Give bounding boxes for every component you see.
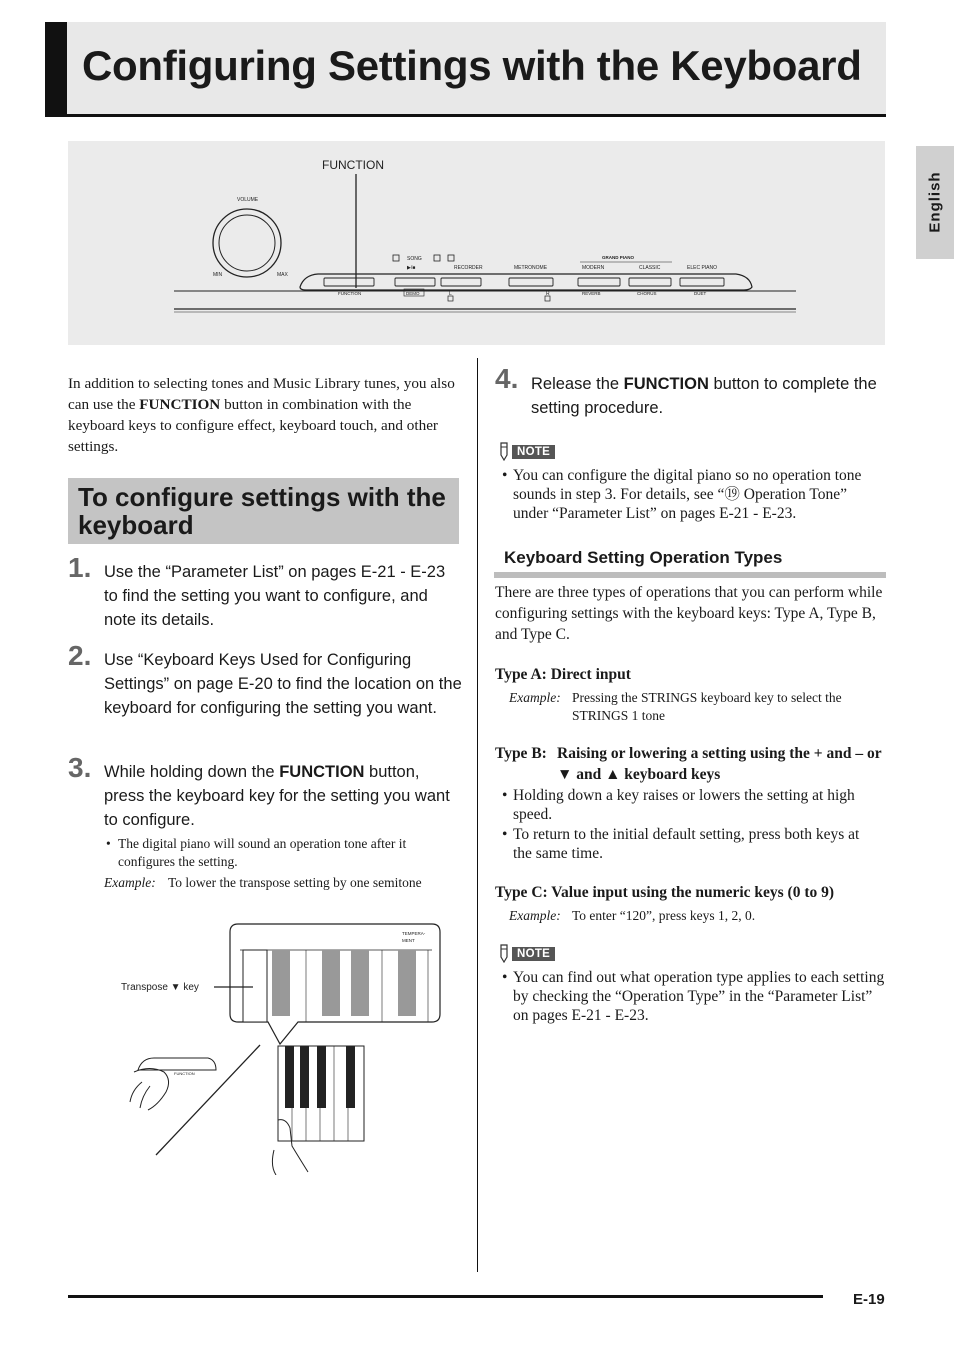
page-title: Configuring Settings with the Keyboard xyxy=(82,42,862,89)
title-accent-bar xyxy=(45,22,67,117)
r-label: R xyxy=(546,291,550,297)
control-panel-illustration xyxy=(68,141,885,345)
type-a-example-text: Pressing the STRINGS keyboard key to select the STRINGS 1 tone xyxy=(572,690,842,723)
volume-knob-inner xyxy=(219,215,275,271)
types-intro: There are three types of operations that you can perform while configuring settings with the keyboard keys: Type A, Type B, and Type C. xyxy=(495,584,883,643)
transpose-key-figure xyxy=(120,920,450,1175)
note-1-badge xyxy=(496,441,550,461)
intro-function-term: FUNCTION xyxy=(139,396,221,413)
note-2-label: NOTE xyxy=(512,947,555,961)
recorder-label: RECORDER xyxy=(454,265,483,271)
step-3-bullet: The digital piano will sound an operation tone after it configures the setting. xyxy=(118,836,407,869)
note-2-text: You can find out what operation type applies to each setting by checking the “Operation Type” in the “Parameter List” on pages E-21 - E-23. xyxy=(513,969,885,1024)
elec-piano-label: ELEC PIANO xyxy=(687,265,718,271)
grand-piano-label: GRAND PIANO xyxy=(602,255,635,260)
transpose-key-drawing xyxy=(120,920,450,1175)
classic-button xyxy=(629,278,671,286)
function-button xyxy=(324,278,374,286)
play-button xyxy=(395,278,435,286)
step-4-number: 4. xyxy=(495,363,519,394)
volume-min-label: MIN xyxy=(213,272,223,278)
reverb-label: REVERB xyxy=(582,291,601,296)
step-3-text-after: button, press the keyboard key for the setting you want to configure. xyxy=(104,763,450,829)
led-play xyxy=(434,255,440,261)
pencil-icon xyxy=(496,441,512,461)
type-c-example-text: To enter “120”, press keys 1, 2, 0. xyxy=(572,908,756,923)
step-4-text-before: Release the xyxy=(531,375,624,393)
classic-label: CLASSIC xyxy=(639,265,661,271)
recorder-button xyxy=(441,278,481,286)
volume-knob-outer xyxy=(213,209,281,277)
step-2-text: Use “Keyboard Keys Used for Configuring Settings” on page E-20 to find the location on the keyboard for configuring the setting you want. xyxy=(104,651,462,717)
step-2-number: 2. xyxy=(68,640,92,671)
type-b-bullet-2: To return to the initial default setting, press both keys at the same time. xyxy=(513,826,860,862)
step-3-bullet-dot: • xyxy=(106,836,111,851)
intro-paragraph xyxy=(68,373,460,457)
song-label: SONG xyxy=(407,256,422,262)
demo-label: DEMO xyxy=(406,291,420,296)
duet-label: DUET xyxy=(694,291,707,296)
figure-function-label: FUNCTION xyxy=(174,1071,195,1076)
step-3-text-before: While holding down the xyxy=(104,763,280,781)
note-1-label: NOTE xyxy=(512,445,555,459)
chorus-label: CHORUS xyxy=(637,291,657,296)
function-callout-label: FUNCTION xyxy=(322,158,384,172)
step-4-function-term: FUNCTION xyxy=(623,375,709,393)
subsection-title: Keyboard Setting Operation Types xyxy=(504,548,783,567)
type-b-bullet-1: Holding down a key raises or lowers the setting at high speed. xyxy=(513,787,855,823)
step-1-number: 1. xyxy=(68,552,92,583)
note-1-bullet-dot: • xyxy=(502,467,508,484)
transpose-key-label: Transpose ▼ key xyxy=(121,982,199,993)
zoom-black-key xyxy=(272,950,290,1016)
step-4-text-after: button to complete the setting procedure. xyxy=(531,375,877,417)
zoom-black-key xyxy=(351,950,369,1016)
step-3-text xyxy=(104,760,462,832)
l-label: L xyxy=(449,291,452,297)
volume-max-label: MAX xyxy=(277,272,288,278)
ment-label: MENT xyxy=(402,938,415,943)
metronome-label: METRONOME xyxy=(514,265,548,271)
step-3-example-label: Example: xyxy=(104,875,156,890)
type-b-bullet-1-dot: • xyxy=(502,787,508,804)
zoom-black-key xyxy=(398,950,416,1016)
zoom-black-key xyxy=(322,950,340,1016)
note-1-text: You can configure the digital piano so no operation tone sounds in step 3. For details, see “⑲ Operation Tone” under “Parameter List” on pages E-21 - E-23. xyxy=(513,467,862,522)
section-title: To configure settings with the keyboard xyxy=(78,482,446,540)
step-3-number: 3. xyxy=(68,752,92,783)
pencil-icon xyxy=(496,943,512,963)
step-1-text: Use the “Parameter List” on pages E-21 - E-23 to find the setting you want to configure, and note its details. xyxy=(104,563,446,629)
type-c-example-label: Example: xyxy=(509,908,561,923)
button-strip xyxy=(300,274,752,290)
elec-piano-button xyxy=(680,278,724,286)
type-b-bullet-2-dot: • xyxy=(502,826,508,843)
column-divider xyxy=(477,358,478,1272)
type-c-heading: Type C: Value input using the numeric keys (0 to 9) xyxy=(495,884,835,901)
step-3-function-term: FUNCTION xyxy=(279,763,365,781)
type-b-heading-text: Raising or lowering a setting using the + and – or ▼ and ▲ keyboard keys xyxy=(557,745,882,783)
volume-label: VOLUME xyxy=(237,197,259,203)
step-4-text xyxy=(531,372,883,420)
led-song xyxy=(393,255,399,261)
led-recorder xyxy=(448,255,454,261)
type-a-heading: Type A: Direct input xyxy=(495,666,631,683)
footer-rule xyxy=(68,1295,823,1298)
tempera-label: TEMPERA- xyxy=(402,931,426,936)
modern-button xyxy=(578,278,620,286)
language-tab-label: English xyxy=(926,171,944,233)
modern-label: MODERN xyxy=(582,265,605,271)
type-b-heading-label: Type B: xyxy=(495,745,547,762)
play-stop-label: ▶/■ xyxy=(407,265,416,271)
step-3-example-text: To lower the transpose setting by one semitone xyxy=(168,875,422,890)
zoom-white-key xyxy=(243,950,267,1022)
page-number: E-19 xyxy=(853,1291,885,1308)
intro-text-after: button in combination with the keyboard keys to configure effect, keyboard touch, and other settings. xyxy=(68,396,438,455)
note-2-bullet-dot: • xyxy=(502,969,508,986)
note-2-badge xyxy=(496,943,550,963)
subsection-underline xyxy=(494,572,886,578)
function-button-label: FUNCTION xyxy=(338,291,362,296)
metronome-button xyxy=(509,278,553,286)
intro-text-before: In addition to selecting tones and Music Library tunes, you also can use the xyxy=(68,375,455,413)
type-a-example-label: Example: xyxy=(509,690,561,705)
control-panel-drawing xyxy=(68,141,885,345)
